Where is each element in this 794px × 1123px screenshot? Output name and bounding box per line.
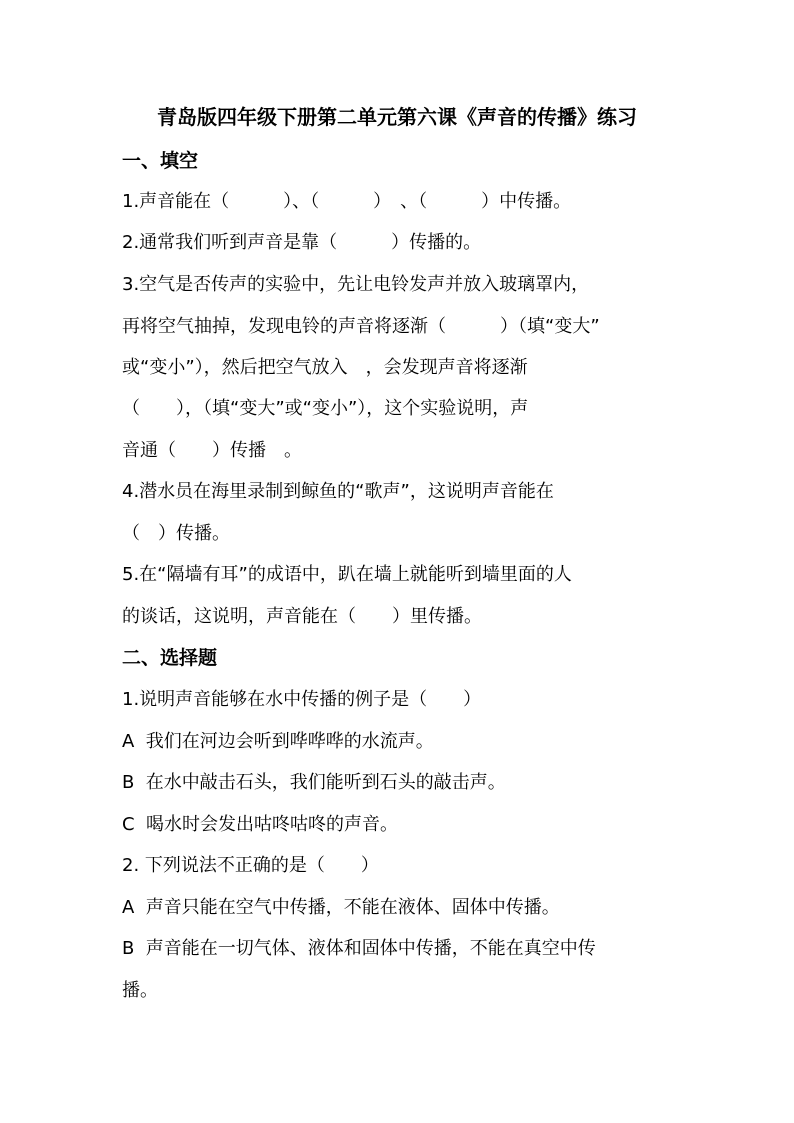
- fill-question-3-line-5: 音通（ ）传播 。: [122, 440, 302, 461]
- fill-question-5-line-2: 的谈话，这说明，声音能在（ ）里传播。: [122, 606, 482, 627]
- fill-question-3-line-2: 再将空气抽掉，发现电铃的声音将逐渐（ ）（填“变大”: [122, 316, 600, 337]
- choice-question-1: 1.说明声音能够在水中传播的例子是（ ）: [122, 689, 482, 710]
- choice-question-2: 2. 下列说法不正确的是（ ）: [122, 855, 379, 876]
- choice-question-2-option-a: A 声音只能在空气中传播，不能在液体、固体中传播。: [122, 897, 560, 918]
- choice-question-1-option-a: A 我们在河边会听到哗哗哗的水流声。: [122, 731, 434, 752]
- fill-question-1: 1.声音能在（ ）、（ ） 、（ ）中传播。: [122, 191, 572, 212]
- document-title: 青岛版四年级下册第二单元第六课《声音的传播》练习: [157, 105, 637, 129]
- choice-question-2-option-b-line-2: 播。: [122, 980, 158, 1001]
- fill-question-3-line-4: （ ），（填“变大”或“变小”），这个实验说明，声: [122, 398, 529, 419]
- choice-question-1-option-c: C 喝水时会发出咕咚咕咚的声音。: [122, 814, 399, 835]
- section-choice-heading: 二、选择题: [122, 647, 218, 669]
- fill-question-3-line-3: 或“变小”），然后把空气放入 ，会发现声音将逐渐: [122, 357, 528, 378]
- fill-question-4-line-1: 4.潜水员在海里录制到鲸鱼的“歌声”，这说明声音能在: [122, 481, 554, 502]
- fill-question-2: 2.通常我们听到声音是靠（ ）传播的。: [122, 232, 482, 253]
- fill-question-4-line-2: （ ）传播。: [122, 523, 230, 544]
- choice-question-2-option-b-line-1: B 声音能在一切气体、液体和固体中传播，不能在真空中传: [122, 938, 596, 959]
- fill-question-5-line-1: 5.在“隔墙有耳”的成语中，趴在墙上就能听到墙里面的人: [122, 564, 572, 585]
- fill-question-3-line-1: 3.空气是否传声的实验中，先让电铃发声并放入玻璃罩内，: [122, 274, 590, 295]
- choice-question-1-option-b: B 在水中敲击石头，我们能听到石头的敲击声。: [122, 772, 506, 793]
- section-fill-blank-heading: 一、填空: [122, 150, 199, 172]
